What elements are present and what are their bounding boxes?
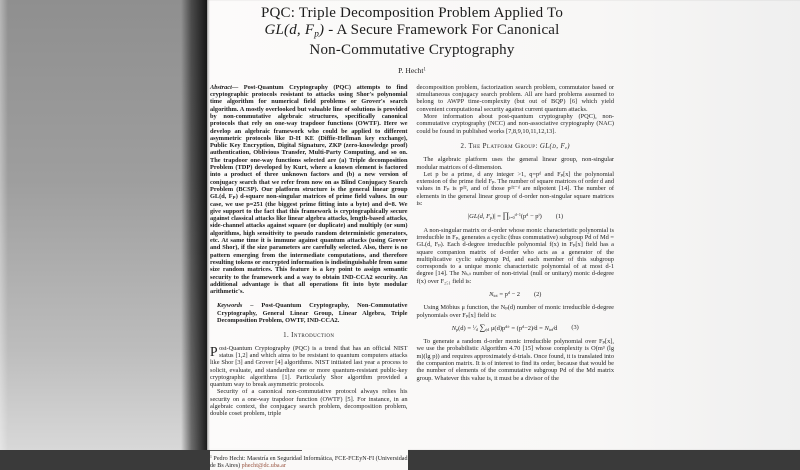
body-paragraph-3: The algebraic platform uses the general linear group, non-singular modular matrices of d-dimension. xyxy=(416,156,614,171)
intro-paragraph-2: Security of a canonical non-commutative protocol always relies his security on a one-way trapdoor function (OWTF) [5]. For instance, in an algebraic context, the conjugacy search problem, decomposition problem, double coset problem, triple xyxy=(210,388,408,418)
equation-3-number: (3) xyxy=(571,324,579,332)
equation-2-body: $N_{tot} = p^d - 2$ xyxy=(489,290,521,298)
left-column xyxy=(210,84,408,470)
equation-1-number: (1) xyxy=(555,212,564,220)
title-line-1: PQC: Triple Decomposition Problem Applied To xyxy=(260,5,564,21)
equation-3 xyxy=(417,323,615,333)
equation-3-body: $N_p(d)$ = $^1∕_d$ $\sum_{r|d}$ $\mu(d)p^{d/r}$ = $(p^d-2)∕d$ = $N_{tot}∕d$ xyxy=(451,322,558,332)
body-paragraph-1: decomposition problem, factorization search problem, commutator based or simultaneous conjugacy search problem. All are hard problems assumed to belong to AWPP time-complexity (but out of BQP) [6] which yield convenient computational security against current quantum attacks. xyxy=(416,83,614,113)
paper-sheet xyxy=(207,0,800,469)
abstract-paragraph: Abstract— Post-Quantum Cryptography (PQC) attempts to find cryptographic protocols resistant to attacks using Shor's polynomial time algorithm for numerical field problems or Grover's search algorithm. A mostly overlooked but valuable line of solutions is provided by non-commutative algebraic structures, specifically canonical protocols that rely on one-way trapdoor functions (OWTF). Here we develop an algebraic framework who could be applied to different asymmetric protocols like D-H KE (Diffie-Hellman key exchange), Public Key Encryption, Digital Signature, ZKP (zero-knowledge proof) authentication, Oblivious Transfer, Multi-Party Computing, and so on. The trapdoor one-way functions selected are (a) Triple decomposition Problem (TDP) developed by Kurt, where a known element is factored into a product of three unknown factors and (b) a new version of conjugacy search that we refer from now on as Blind Conjugacy Search Problem (BCSP). Our platform structure is the general linear group GL(d, Fₚ) d-square non-singular matrices of prime field values. In our case, we use p=251 (the biggest prime fitting into a byte) and d=8. We give support to the fact that this framework is cryptographically secure against classical attacks like linear algebra attacks, length-based attacks, side-channel attacks against square (or duplicate) and multiply (or sum) algorithms, high sensitivity to pseudo random deterministic generators, etc. At same time it is immune against quantum attacks (using Grover and Shor), if the size parameters are carefully selected. Also, there is no pattern emerging from the intermediate computations, and therefore resulting tokens or encrypted information is indistinguishable from same size random matrices. This feature is a key point to assign semantic security to the framework and a way to obtain IND-CCA2 security. An additional advantage is that all operations fit into byte modular arithmetic's. xyxy=(210,83,408,296)
body-paragraph-2: More information about post-quantum cryptography (PQC), non-commutative cryptography (NCC) and non-associative cryptography (NAC) could be found in published works [7,8,9,10,11,12,13]. xyxy=(416,113,614,135)
intro-paragraph-1: Post-Quantum Cryptography (PQC) is a trend that has an official NIST status [1,2] and which aims to be resistant to quantum computers attacks like Shor [3] and Grover [4] algorithms. NIST initiated last year a process to solicit, evaluate, and standardize one or more quantum-resistant public-key cryptographic algorithms [1]. Particularly Shor algorithm provided a quantum way to break asymmetric protocols. xyxy=(210,343,408,389)
body-paragraph-6: Using Möbius μ function, the Nₚ(d) number of monic irreducible d-degree polynomials over Fₚ[x] field is: xyxy=(416,304,614,319)
footnote-block xyxy=(210,448,408,469)
equation-2-number: (2) xyxy=(534,290,542,298)
right-column xyxy=(417,84,615,470)
paper-content xyxy=(210,0,614,469)
footnote-text: $^1$ Pedro Hecht: Maestría en Seguridad Informática, FCE-FCEyN-FI (Universidad de Bs Aires) phecht@dc.uba.ar xyxy=(210,454,408,469)
body-paragraph-4: Let p be a prime, d any integer >1, q=pᵈ and Fₚ[x] the polynomial extension of the prime field Fₚ. The number of square matrices of order d and values in Fₚ is pᵈ², and of those pᵈ²⁻ᵈ are nilpotent [14]. The number of elements in the general linear group of d-order non-singular square matrices is: xyxy=(416,170,614,208)
equation-1 xyxy=(417,211,615,221)
scan-background-left-gutter xyxy=(0,0,207,450)
author-name: P. Hecht$^1$ xyxy=(398,65,426,75)
equation-2 xyxy=(417,289,615,299)
title-line-3: Non-Commutative Cryptography xyxy=(309,42,515,59)
body-paragraph-7: To generate a random d-order monic irreducible polynomial over Fₚ[x], we use the probabilistic Algorithm 4.70 [15] whose complexity is O(m³ (lg m)(lg p)) and requires approximately d-trials. Once found, it is translated into the companion matrix. It is of interest to find its order, because that would be the number of elements of the commutative subgroup Pd of the Md matrix group. Whatever this value is, it must be a divisor of the xyxy=(416,338,614,382)
title-line-2: GL(d, $F_p$) - A Secure Framework For Canonical xyxy=(264,21,560,39)
paper-title xyxy=(210,5,614,59)
two-column-body xyxy=(210,84,614,470)
keywords-paragraph: Keywords – Post-Quantum Cryptography, Non-Commutative Cryptography, General Linear Group, Linear Algebra, Triple Decomposition Problem, OWTF, IND-CCA2. xyxy=(217,302,408,325)
body-paragraph-5: A non-singular matrix or d-order whose monic characteristic polynomial is irreducible in Fₚ, generates a cyclic (thus commutative) subgroup Pd of Md = GL(d, Fₚ). Each d-degree irreducible polynomial f(x) in Fₚ[x] field has a square companion matrix of d-order who acts as a generator of the multiplicative cyclic subgroup Pd, and each member of this subgroup corresponds to a unique monic characteristic polynomial of at most d-1 degree [14]. The Nₜₒₜ number of non-trivial (null or unitary) monic d-degree f(x) over F₂₅₁ field is: xyxy=(416,226,614,285)
footnote-rule xyxy=(210,450,302,451)
section-heading-introduction: 1. Introduction xyxy=(283,332,335,340)
section-heading-platform-group: 2. The Platform Group: GL(d, $F_p$) xyxy=(460,142,570,150)
equation-1-body: |GL(d, $F_p)|$ = $\prod_{i=0}^{d-1}(p^d - p^i)$ xyxy=(467,211,542,221)
